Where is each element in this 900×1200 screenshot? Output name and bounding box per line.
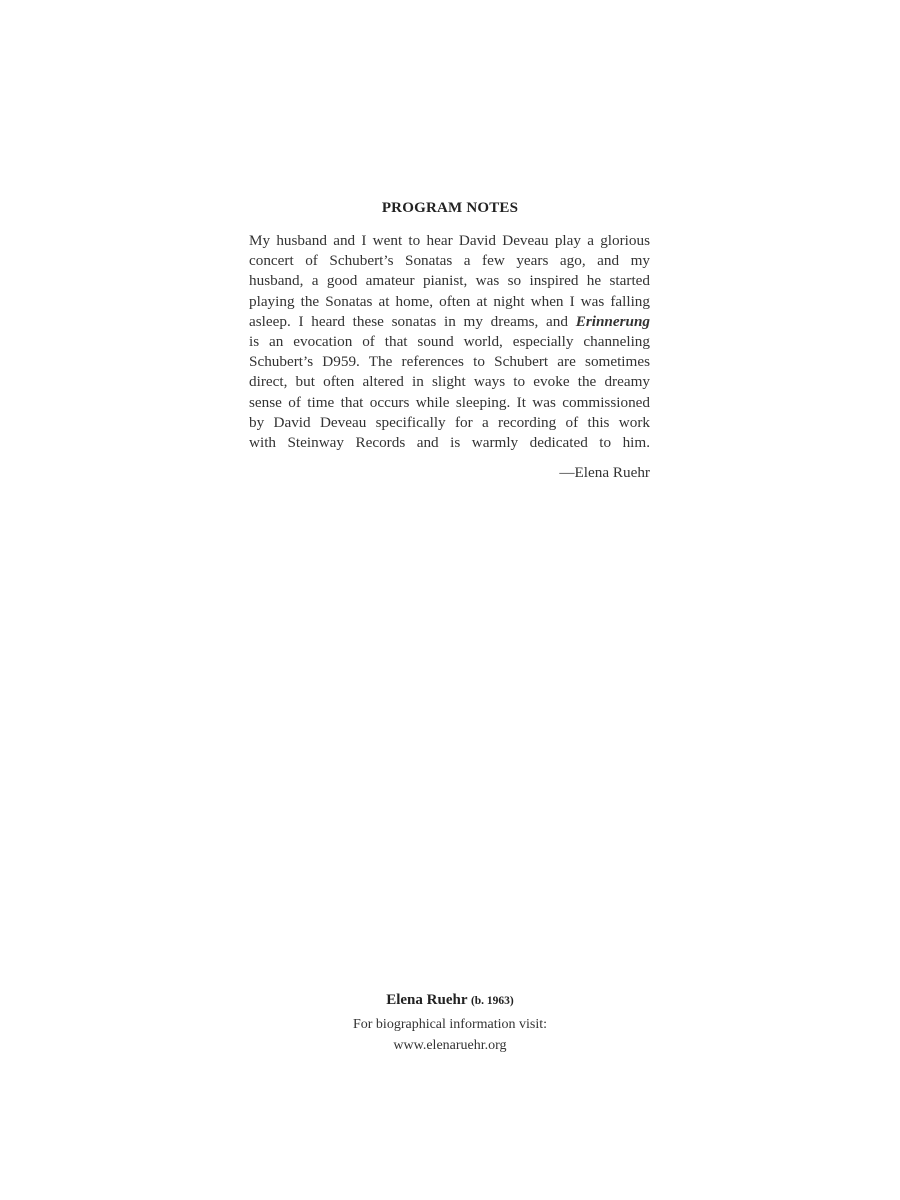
notes-line-text: asleep. I heard these sonatas in my dreams, and (249, 312, 576, 330)
composer-name: Elena Ruehr (386, 992, 468, 1008)
notes-line: is an evocation of that sound world, especially channeling (249, 333, 650, 351)
page-title: PROGRAM NOTES (381, 200, 519, 216)
work-title: Erinnerung (575, 312, 650, 330)
composer-years: (b. 1963) (470, 995, 514, 1007)
notes-line (249, 312, 650, 332)
composer-heading (0, 992, 900, 1009)
program-notes-body (249, 231, 650, 453)
notes-line: concert of Schubert’s Sonatas a few years ago, and my (249, 252, 650, 270)
notes-line: by David Deveau specifically for a recording of this work (249, 413, 650, 431)
signature: —Elena Ruehr (559, 464, 650, 481)
notes-line: sense of time that occurs while sleeping. It was commissioned (249, 393, 650, 411)
notes-line: husband, a good amateur pianist, was so inspired he started (249, 272, 650, 290)
notes-line: playing the Sonatas at home, often at night when I was falling (249, 292, 650, 310)
notes-line: direct, but often altered in slight ways to evoke the dreamy (249, 373, 650, 391)
notes-line: Schubert’s D959. The references to Schubert are sometimes (249, 353, 650, 371)
bio-info-line: For biographical information visit: (352, 1017, 548, 1032)
notes-line: My husband and I went to hear David Deveau play a glorious (249, 232, 650, 249)
website-link[interactable]: www.elenaruehr.org (393, 1038, 507, 1053)
notes-line: with Steinway Records and is warmly dedicated to him. (249, 434, 650, 452)
